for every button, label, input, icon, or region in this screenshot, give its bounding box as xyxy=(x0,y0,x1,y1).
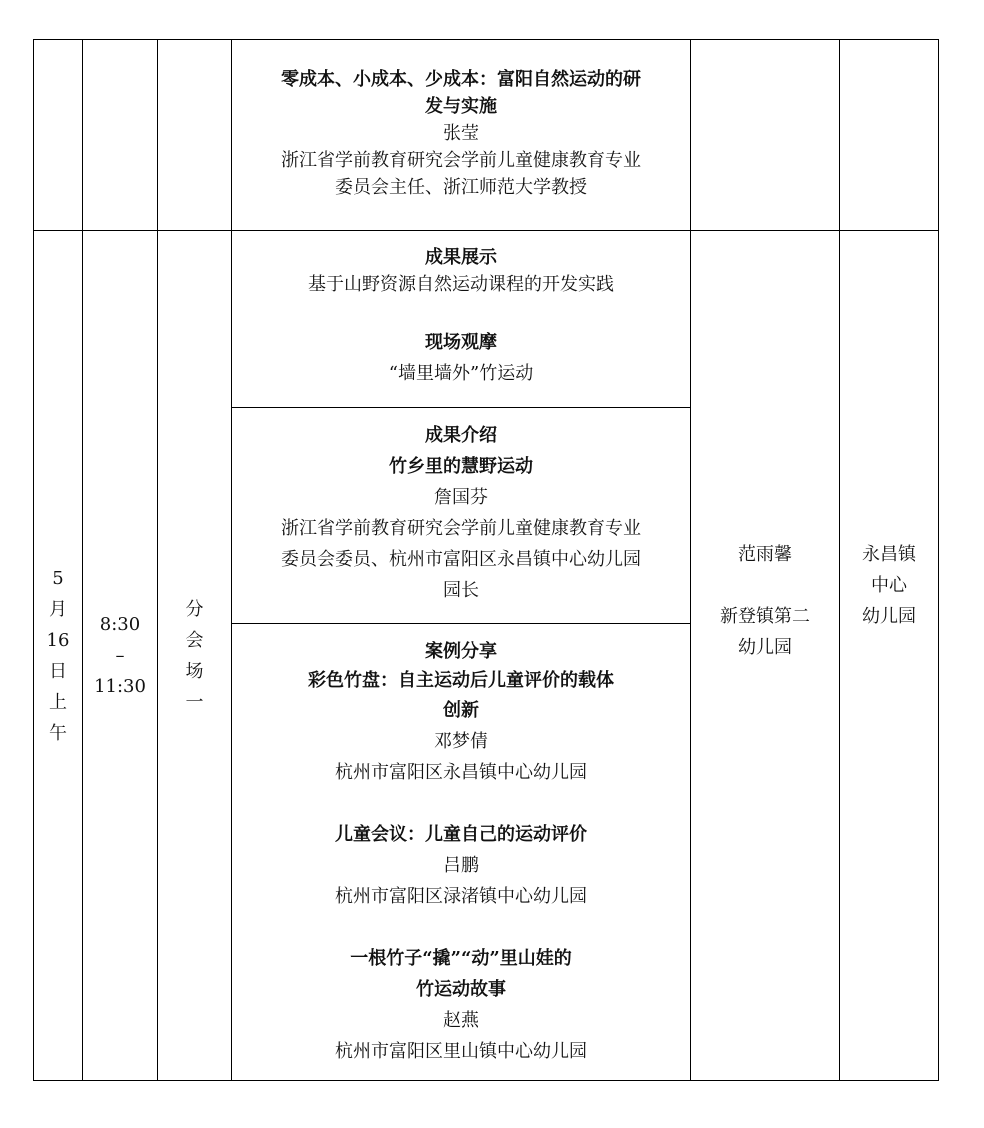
table-border-top xyxy=(33,39,939,40)
time-dash: – xyxy=(115,645,125,666)
time-cell xyxy=(83,231,157,1080)
speaker-affiliation: 园长 xyxy=(443,580,479,601)
case-speaker: 吕鹏 xyxy=(443,855,479,876)
date-char: 5 xyxy=(52,567,64,589)
host-organization: 新登镇第二 xyxy=(720,605,810,627)
venue-char: 分 xyxy=(185,598,204,620)
speaker-name: 张莹 xyxy=(443,123,479,144)
talk-title-line: 零成本、小成本、少成本：富阳自然运动的研 xyxy=(281,69,641,90)
location-line: 永昌镇 xyxy=(862,544,916,565)
location-cell xyxy=(840,231,938,1080)
talk-title: 竹乡里的慧野运动 xyxy=(389,456,533,477)
case-title-line: 彩色竹盘：自主运动后儿童评价的载体 xyxy=(308,670,614,691)
section-item: “墙里墙外”竹运动 xyxy=(388,363,534,384)
case-title-line: 创新 xyxy=(443,700,479,721)
speaker-affiliation: 浙江省学前教育研究会学前儿童健康教育专业 xyxy=(281,518,641,539)
date-char: 日 xyxy=(49,660,67,682)
end-time: 11:30 xyxy=(94,676,146,697)
talk-title-line: 发与实施 xyxy=(425,96,497,117)
section-item: 基于山野资源自然运动课程的开发实践 xyxy=(308,274,614,295)
speaker-affiliation: 委员会委员、杭州市富阳区永昌镇中心幼儿园 xyxy=(281,549,641,570)
table-border-bottom xyxy=(33,1080,939,1081)
venue-char: 一 xyxy=(185,691,204,713)
section-introduction xyxy=(232,420,690,606)
start-time: 8:30 xyxy=(99,614,141,635)
host-name: 范雨馨 xyxy=(738,543,792,565)
location-line: 中心 xyxy=(871,575,907,596)
venue-char: 会 xyxy=(185,629,204,651)
case-affiliation: 杭州市富阳区永昌镇中心幼儿园 xyxy=(335,762,587,783)
speaker-affiliation: 委员会主任、浙江师范大学教授 xyxy=(335,177,587,198)
date-char: 上 xyxy=(49,691,67,713)
date-char: 月 xyxy=(49,598,67,620)
case-affiliation: 杭州市富阳区里山镇中心幼儿园 xyxy=(335,1041,587,1062)
venue-char: 场 xyxy=(185,660,204,682)
section-heading: 成果展示 xyxy=(425,247,497,268)
section-divider xyxy=(231,407,691,408)
host-cell xyxy=(691,231,839,1080)
case-speaker: 赵燕 xyxy=(443,1010,479,1031)
section-cases xyxy=(232,637,690,1067)
venue-cell xyxy=(158,231,231,1080)
speaker-name: 詹国芬 xyxy=(434,487,488,508)
case-speaker: 邓梦倩 xyxy=(434,731,488,752)
case-title: 儿童会议：儿童自己的运动评价 xyxy=(335,824,587,845)
table-border-right xyxy=(938,39,939,1081)
section-heading: 成果介绍 xyxy=(425,425,497,446)
case-title-line: 竹运动故事 xyxy=(416,979,506,1000)
section-showcase xyxy=(232,244,690,387)
date-char: 午 xyxy=(49,722,67,744)
date-char: 16 xyxy=(46,629,70,651)
host-organization: 幼儿园 xyxy=(738,636,792,658)
case-affiliation: 杭州市富阳区渌渚镇中心幼儿园 xyxy=(335,886,587,907)
case-title-line: 一根竹子“撬”“动”里山娃的 xyxy=(350,948,572,969)
date-cell xyxy=(34,231,82,1080)
location-line: 幼儿园 xyxy=(862,606,916,627)
row1-content xyxy=(232,66,690,201)
section-heading: 案例分享 xyxy=(425,641,497,662)
speaker-affiliation: 浙江省学前教育研究会学前儿童健康教育专业 xyxy=(281,150,641,171)
section-divider xyxy=(231,623,691,624)
section-heading: 现场观摩 xyxy=(425,332,497,353)
